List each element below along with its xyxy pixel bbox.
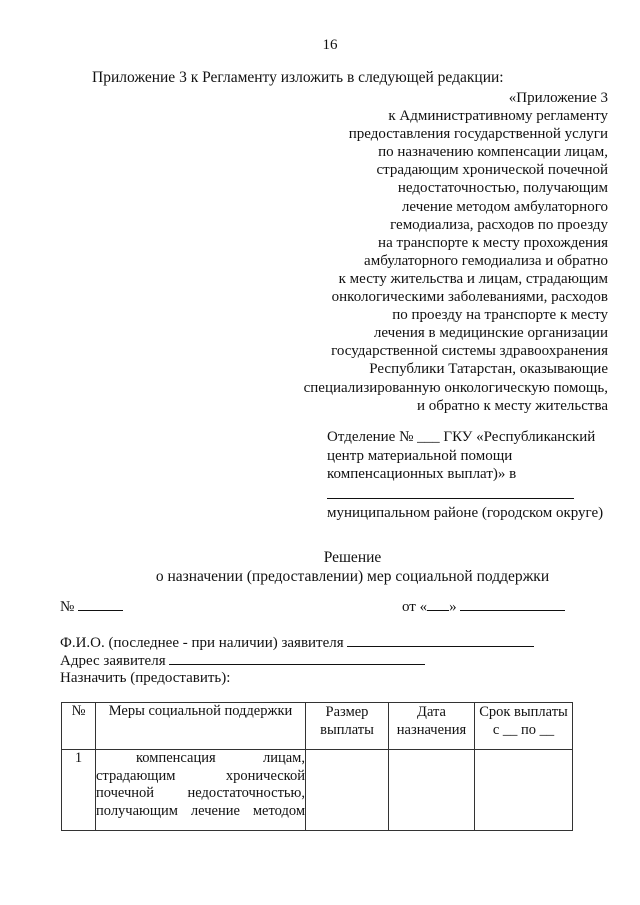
row-size <box>306 750 389 831</box>
addressee-line: муниципальном районе (городском округе) <box>327 505 604 521</box>
header-date <box>389 703 475 750</box>
measure-line: компенсация лицам, <box>136 750 305 766</box>
fio-blank <box>347 634 534 647</box>
appendix-line: «Приложение 3 <box>508 90 608 106</box>
addressee-agency: ГКУ «Республиканский <box>439 429 596 445</box>
page-number: 16 <box>322 37 338 53</box>
table-header-row <box>62 703 573 750</box>
district-blank-line <box>327 484 574 499</box>
header-term <box>475 703 573 750</box>
appendix-line: государственной системы здравоохранения <box>331 343 608 360</box>
appendix-line: Республики Татарстан, оказывающие <box>369 361 608 378</box>
addressee-block <box>327 428 603 523</box>
appendix-line: гемодиализа, расходов по проезду <box>390 216 608 233</box>
addressee-office-label: Отделение № <box>327 429 414 445</box>
address-label: Адрес заявителя <box>60 653 166 669</box>
appendix-line: специализированную онкологическую помощь, <box>303 379 608 396</box>
appendix-line: лечение методом амбулаторного <box>401 198 608 215</box>
row-term <box>475 750 573 831</box>
decision-subtitle: о назначении (предоставлении) мер социальной поддержки <box>155 568 550 585</box>
intro-text: Приложение 3 к Регламенту изложить в следующей редакции: <box>92 69 504 86</box>
date-day-blank <box>427 598 449 611</box>
table-row <box>62 750 573 831</box>
decision-number-label: № <box>60 599 75 615</box>
appendix-line: предоставления государственной услуги <box>348 126 608 143</box>
header-size <box>306 703 389 750</box>
header-date-line1: Дата <box>417 704 446 720</box>
addressee-line: компенсационных выплат)» в <box>327 466 517 482</box>
fio-label: Ф.И.О. (последнее - при наличии) заявителя <box>60 635 344 651</box>
date-label-prefix: от « <box>402 599 428 615</box>
row-date <box>389 750 475 831</box>
appendix-line: амбулаторного гемодиализа и обратно <box>364 252 608 269</box>
date-label-mid: » <box>449 599 457 615</box>
appendix-line: и обратно к месту жительства <box>416 397 608 414</box>
address-blank <box>169 652 425 665</box>
decision-number <box>60 598 123 616</box>
appendix-line: страдающим хронической почечной <box>376 162 608 179</box>
appendix-line: лечения в медицинские организации <box>373 325 608 342</box>
decision-number-blank <box>78 598 123 611</box>
header-measures: Меры социальной поддержки <box>96 703 306 750</box>
header-size-line2: выплаты <box>320 722 374 738</box>
measure-line: почечной недостаточностью, <box>96 785 305 801</box>
addressee-line: центр материальной помощи <box>327 447 513 464</box>
decision-date <box>402 598 565 616</box>
appendix-line: недостаточностью, получающим <box>397 180 608 197</box>
measure-line: получающим лечение методом <box>96 802 305 819</box>
appendix-heading <box>304 89 608 415</box>
applicant-address-row <box>60 652 425 670</box>
date-month-year-blank <box>460 598 565 611</box>
office-number-blank: ___ <box>417 429 440 445</box>
header-num: № <box>62 703 96 750</box>
appendix-line: онкологическими заболеваниями, расходов <box>331 289 608 306</box>
row-num: 1 <box>62 750 96 831</box>
decision-title: Решение <box>323 549 382 566</box>
header-date-line2: назначения <box>396 722 467 738</box>
header-term-line2: с __ по __ <box>492 722 555 738</box>
applicant-name-row <box>60 634 534 652</box>
assign-label: Назначить (предоставить): <box>60 670 231 686</box>
appendix-line: по назначению компенсации лицам, <box>378 144 608 161</box>
header-size-line1: Размер <box>325 704 369 720</box>
appendix-line: к Административному регламенту <box>388 108 608 125</box>
row-measure <box>96 750 306 831</box>
appendix-line: на транспорте к месту прохождения <box>378 234 608 251</box>
appendix-line: к месту жительства и лицам, страдающим <box>338 270 608 287</box>
appendix-line: по проезду на транспорте к месту <box>392 307 608 324</box>
measure-line: страдающим хронической <box>96 767 305 784</box>
measures-table <box>61 702 573 831</box>
header-term-line1: Срок выплаты <box>479 704 568 720</box>
